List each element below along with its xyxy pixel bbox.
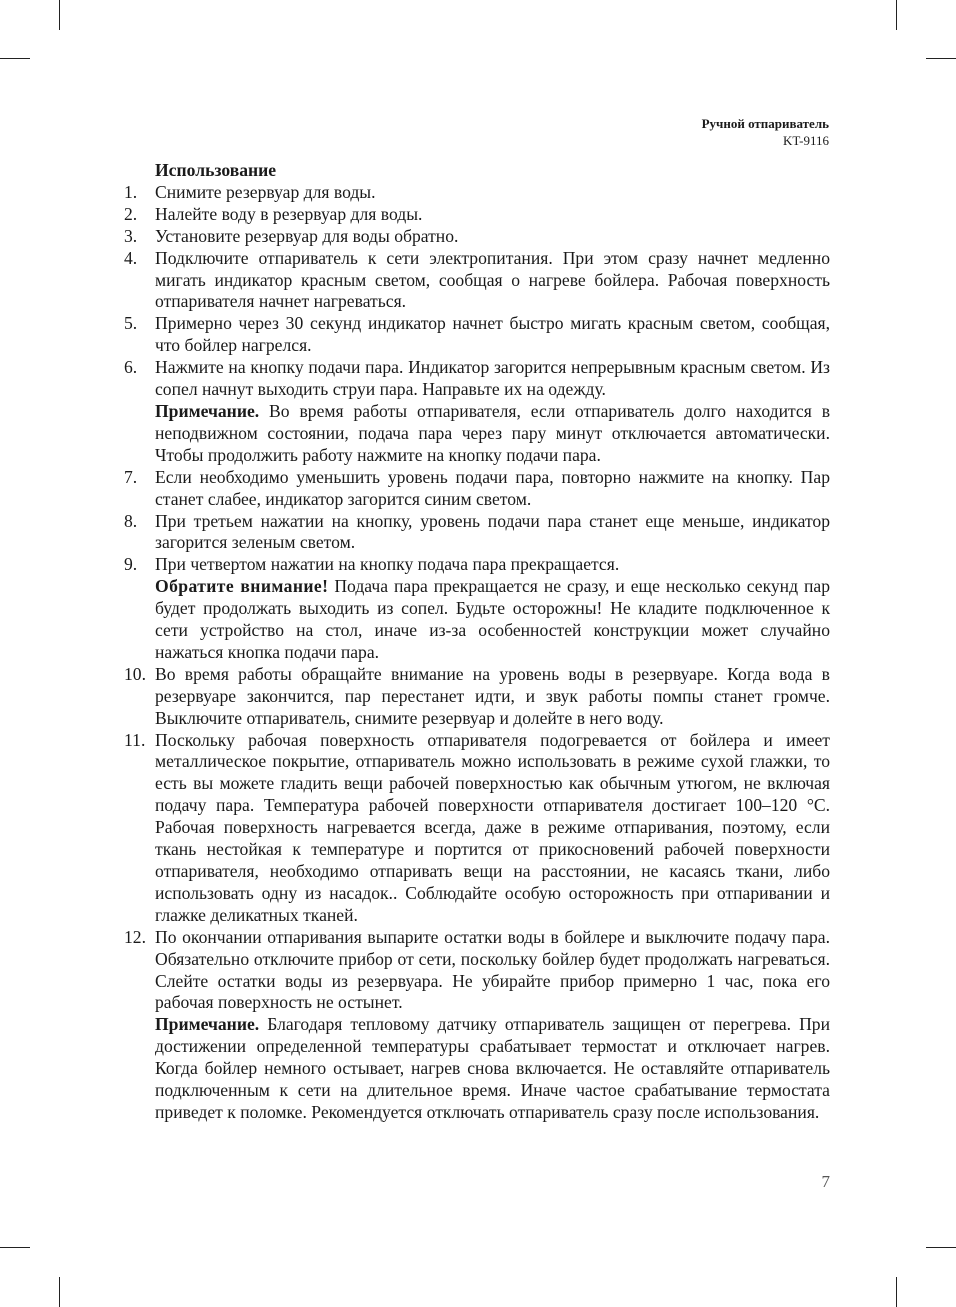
section-title: Использование [155, 160, 277, 180]
step-text: Поскольку рабочая поверхность отпаривателя подогревается от бойлера и имеет металлическое покрытие, отпариватель можно использовать в режиме сухой глажки, то есть вы можете гладить вещи рабочей поверхностью как обычным утюгом, не включая подачу пара. Температура рабочей поверхности отпаривателя достигает 100–120 °С. Рабочая поверхность нагревается всегда, даже в режиме отпаривания, поэтому, если ткань нестойкая к температуре и портится от прикосновений рабочей поверхности отпаривателя, необходимо отпаривать вещи на расстоянии, не касаясь ткани, либо использовать одну из насадок.. Соблюдайте особую осторожность при отпаривании и глажке деликатных тканей. [155, 729, 830, 925]
step-text: Нажмите на кнопку подачи пара. Индикатор загорится непрерывным красным светом. Из сопел начнут выходить струи пара. Направьте их на одежду. [155, 357, 830, 400]
crop-mark [59, 0, 60, 30]
list-item [124, 554, 830, 664]
list-item [124, 357, 830, 467]
crop-mark [896, 0, 897, 30]
step-number: 12. [124, 926, 146, 947]
list-item [124, 467, 830, 511]
list-item [124, 664, 830, 730]
header-model: KT-9116 [783, 133, 829, 148]
step-text: Установите резервуар для воды обратно. [155, 225, 459, 246]
step-number: 8. [124, 510, 138, 531]
steps-list [124, 182, 830, 1124]
crop-mark [896, 1277, 897, 1307]
step-number: 10. [124, 663, 146, 684]
step-text: Подключите отпариватель к сети электропитания. При этом сразу начнет медленно мигать индикатор красным светом, сообщая о нагреве бойлера. Рабочая поверхность отпаривателя начнет нагреваться. [155, 247, 830, 312]
crop-mark [926, 58, 956, 59]
step-number: 2. [124, 203, 138, 224]
step-text: При четвертом нажатии на кнопку подача пара прекращается. [155, 554, 620, 575]
attention-text: Подача пара прекращается не сразу, и еще несколько секунд пар будет продолжать выходить из сопел. Будьте осторожны! Не кладите подключенное к сети устройство на стол, иначе из-за особенностей конструкции может случайно нажаться кнопка подачи пара. [155, 576, 830, 662]
step-number: 1. [124, 181, 138, 202]
step-text: Во время работы обращайте внимание на уровень воды в резервуаре. Когда вода в резервуаре закончится, пар перестанет идти, и звук работы помпы станет громче. Выключите отпариватель, снимите резервуар и долейте в него воду. [155, 663, 830, 728]
step-number: 11. [124, 729, 146, 750]
list-item [124, 313, 830, 357]
step-text: Снимите резервуар для воды. [155, 181, 376, 202]
crop-mark [59, 1277, 60, 1307]
list-item [124, 927, 830, 1124]
note-label: Примечание. [155, 400, 260, 421]
step-text: При третьем нажатии на кнопку, уровень подачи пара станет еще меньше, индикатор загорится зеленым светом. [155, 510, 830, 553]
running-header [702, 115, 829, 149]
step-text: По окончании отпаривания выпарите остатки воды в бойлере и выключите подачу пара. Обязательно отключите прибор от сети, поскольку бойлер будет продолжать нагреваться. Слейте остатки воды из резервуара. Не убирайте прибор примерно 1 час, пока его рабочая поверхность не остынет. [155, 926, 830, 1013]
list-item [124, 204, 830, 226]
crop-mark [0, 1247, 30, 1248]
page-content [124, 160, 830, 1124]
step-note [155, 401, 830, 467]
list-item [124, 730, 830, 927]
note-text: Во время работы отпаривателя, если отпариватель долго находится в неподвижном состоянии, подача пара через пару минут отключается автоматически. Чтобы продолжить работу нажмите на кнопку подачи пара. [155, 400, 830, 465]
step-text: Налейте воду в резервуар для воды. [155, 203, 423, 224]
note-label: Примечание. [155, 1014, 260, 1035]
step-text: Если необходимо уменьшить уровень подачи пара, повторно нажмите на кнопку. Пар станет слабее, индикатор загорится синим светом. [155, 466, 830, 509]
list-item [124, 182, 830, 204]
page-number: 7 [821, 1172, 830, 1191]
list-item [124, 226, 830, 248]
step-number: 4. [124, 247, 138, 268]
step-number: 7. [124, 466, 138, 487]
crop-mark [0, 58, 30, 59]
list-item [124, 248, 830, 314]
note-text: Благодаря тепловому датчику отпариватель защищен от перегрева. При достижении определенной температуры срабатывает термостат и отключает нагрев. Когда бойлер немного остывает, нагрев снова включается. Не оставляйте отпариватель подключенным к сети на длительное время. Иначе частое срабатывание термостата приведет к поломке. Рекомендуется отключать отпариватель сразу после использования. [155, 1014, 830, 1122]
step-number: 5. [124, 313, 138, 334]
step-attention [155, 576, 830, 664]
step-note [155, 1014, 830, 1124]
list-item [124, 511, 830, 555]
attention-label: Обратите внимание! [155, 576, 329, 597]
header-product-name: Ручной отпариватель [701, 116, 829, 131]
step-number: 9. [124, 554, 138, 575]
crop-mark [926, 1247, 956, 1248]
step-number: 3. [124, 225, 138, 246]
step-text: Примерно через 30 секунд индикатор начнет быстро мигать красным светом, сообщая, что бойлер нагрелся. [155, 313, 830, 356]
step-number: 6. [124, 357, 138, 378]
